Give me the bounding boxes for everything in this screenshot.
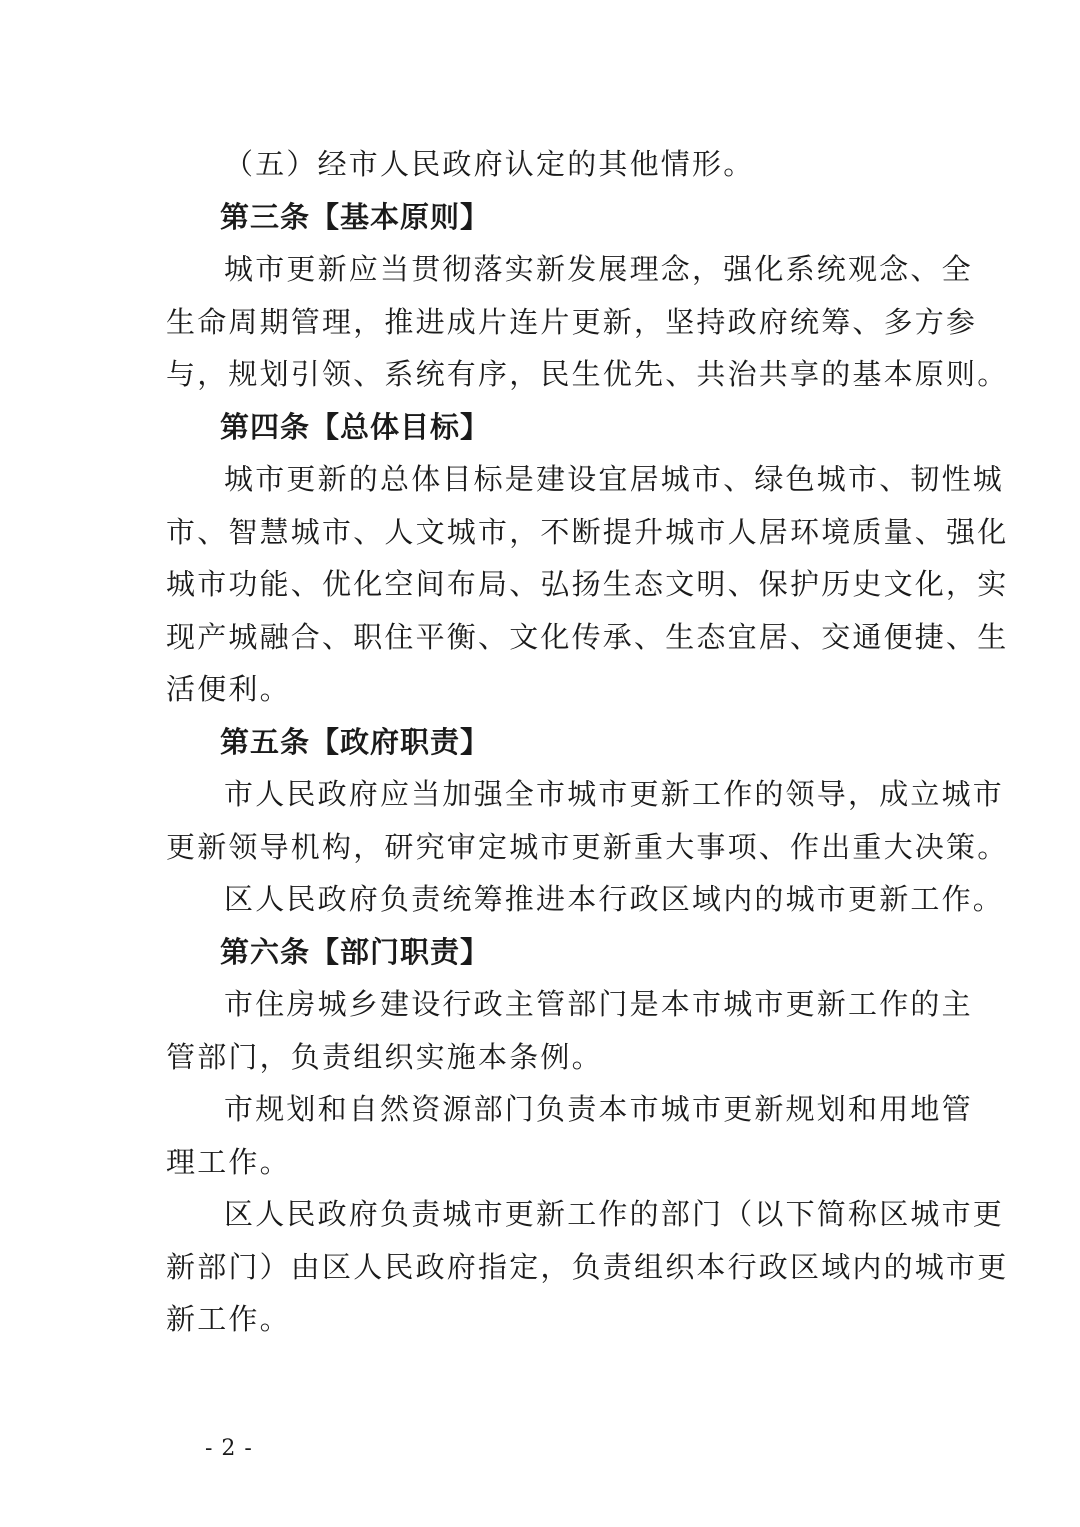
article-6-line-1: 市住房城乡建设行政主管部门是本市城市更新工作的主 [224, 987, 973, 1021]
article-4-line-3: 城市功能、优化空间布局、弘扬生态文明、保护历史文化，实 [166, 567, 1009, 601]
article-6-line-2: 管部门，负责组织实施本条例。 [166, 1039, 603, 1074]
clause-item-5: （五）经市人民政府认定的其他情形。 [224, 147, 755, 181]
article-6-para-3-line-3: 新工作。 [166, 1302, 291, 1336]
article-3-line-3: 与，规划引领、系统有序，民生优先、共治共享的基本原则。 [166, 357, 1009, 391]
document-page [166, 138, 1009, 1346]
article-4-line-2: 市、智慧城市、人文城市，不断提升城市人居环境质量、强化 [166, 514, 1009, 549]
article-6-para-2-line-2: 理工作。 [166, 1144, 291, 1179]
article-5-line-1: 市人民政府应当加强全市城市更新工作的领导，成立城市 [224, 777, 1005, 811]
article-6-para-2-line-1: 市规划和自然资源部门负责本市城市更新规划和用地管 [224, 1092, 973, 1126]
article-4-line-1: 城市更新的总体目标是建设宜居城市、绿色城市、韧性城 [224, 462, 1005, 496]
article-5-line-2: 更新领导机构，研究审定城市更新重大事项、作出重大决策。 [166, 829, 1009, 864]
article-4-line-4: 现产城融合、职住平衡、文化传承、生态宜居、交通便捷、生 [166, 619, 1009, 654]
article-6-para-3-line-1: 区人民政府负责城市更新工作的部门（以下简称区城市更 [224, 1197, 1005, 1231]
page-number: - 2 - [205, 1436, 253, 1461]
article-6-para-3-line-2: 新部门）由区人民政府指定，负责组织本行政区域内的城市更 [166, 1249, 1009, 1284]
article-4-line-5: 活便利。 [166, 672, 291, 706]
article-5-para-2: 区人民政府负责统筹推进本行政区域内的城市更新工作。 [224, 882, 1005, 916]
article-3-line-2: 生命周期管理，推进成片连片更新，坚持政府统筹、多方参 [166, 304, 978, 339]
article-3-line-1: 城市更新应当贯彻落实新发展理念，强化系统观念、全 [224, 252, 973, 286]
article-5-heading: 第五条【政府职责】 [220, 724, 491, 759]
article-6-heading: 第六条【部门职责】 [220, 934, 491, 969]
article-4-heading: 第四条【总体目标】 [220, 409, 491, 444]
article-3-heading: 第三条【基本原则】 [220, 199, 491, 234]
